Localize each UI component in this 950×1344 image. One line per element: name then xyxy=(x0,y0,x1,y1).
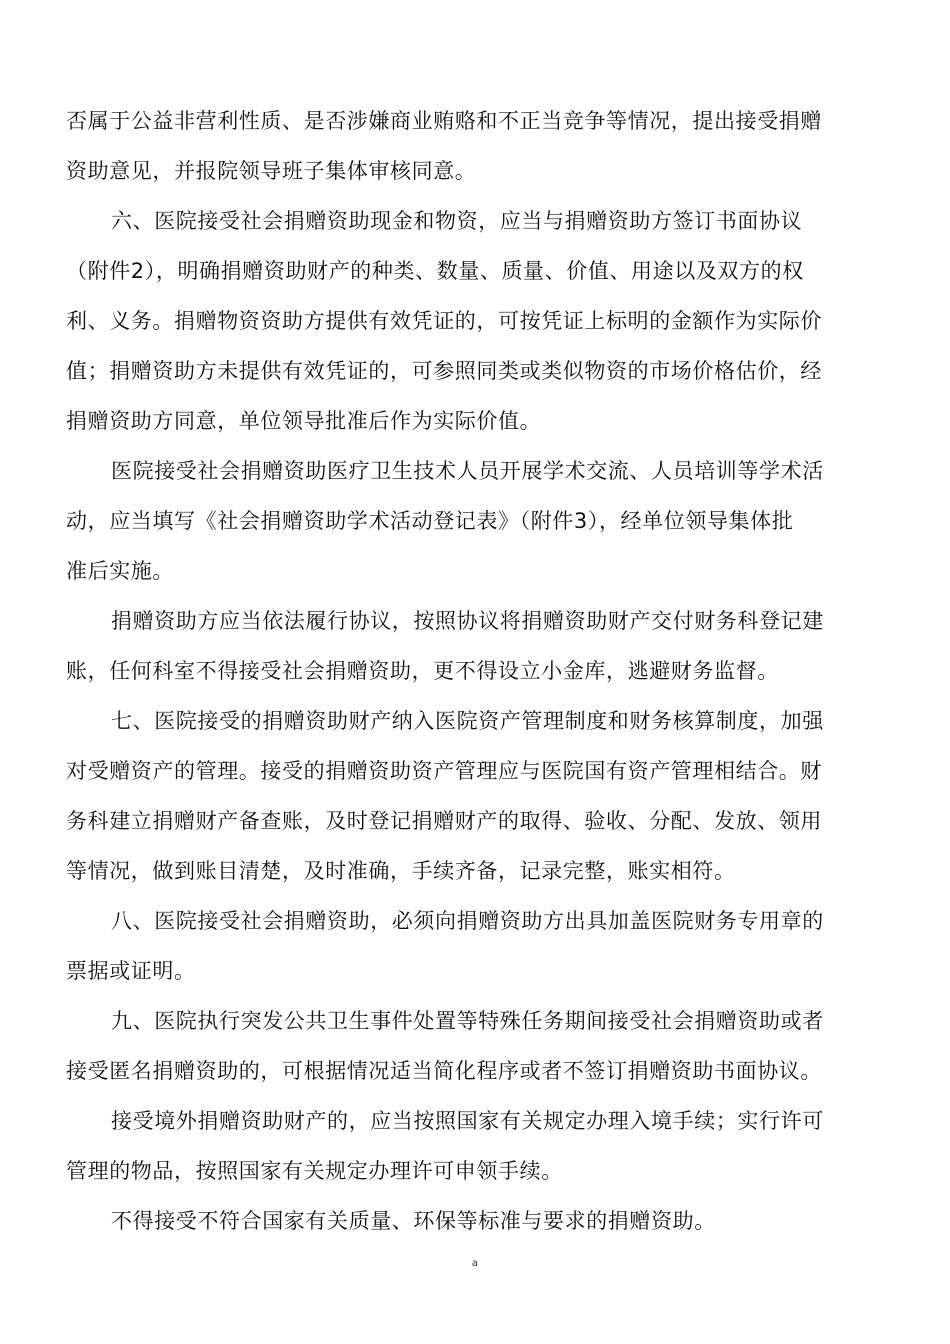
page-marker: a xyxy=(471,1258,479,1269)
text-line: 动，应当填写《社会捐赠资助学术活动登记表》（附件3），经单位领导集体批 xyxy=(66,509,794,533)
text-line: （附件2），明确捐赠资助财产的种类、数量、质量、价值、用途以及双方的权 xyxy=(66,259,804,283)
text-line: 医院接受社会捐赠资助医疗卫生技术人员开展学术交流、人员培训等学术活 xyxy=(111,459,824,483)
text-line: 准后实施。 xyxy=(66,559,174,583)
text-line: 九、医院执行突发公共卫生事件处置等特殊任务期间接受社会捐赠资助或者 xyxy=(111,1009,824,1033)
text-line: 对受赠资产的管理。接受的捐赠资助资产管理应与医院国有资产管理相结合。财 xyxy=(66,759,822,783)
text-line: 八、医院接受社会捐赠资助，必须向捐赠资助方出具加盖医院财务专用章的 xyxy=(111,909,824,933)
text-line: 利、义务。捐赠物资资助方提供有效凭证的，可按凭证上标明的金额作为实际价 xyxy=(66,309,822,333)
text-line: 不得接受不符合国家有关质量、环保等标准与要求的捐赠资助。 xyxy=(111,1209,716,1233)
text-line: 等情况，做到账目清楚，及时准确，手续齐备，记录完整，账实相符。 xyxy=(66,859,736,883)
text-line: 七、医院接受的捐赠资助财产纳入医院资产管理制度和财务核算制度，加强 xyxy=(111,709,824,733)
text-line: 接受境外捐赠资助财产的，应当按照国家有关规定办理入境手续；实行许可 xyxy=(111,1109,824,1133)
text-line: 六、医院接受社会捐赠资助现金和物资，应当与捐赠资助方签订书面协议 xyxy=(111,209,803,233)
text-line: 捐赠资助方同意，单位领导批准后作为实际价值。 xyxy=(66,409,542,433)
text-line: 资助意见，并报院领导班子集体审核同意。 xyxy=(66,159,477,183)
text-line: 捐赠资助方应当依法履行协议，按照协议将捐赠资助财产交付财务科登记建 xyxy=(111,609,824,633)
text-line: 接受匿名捐赠资助的，可根据情况适当简化程序或者不签订捐赠资助书面协议。 xyxy=(66,1059,822,1083)
text-line: 票据或证明。 xyxy=(66,959,196,983)
text-line: 否属于公益非营利性质、是否涉嫌商业贿赂和不正当竞争等情况，提出接受捐赠 xyxy=(66,109,822,133)
text-line: 值；捐赠资助方未提供有效凭证的，可参照同类或类似物资的市场价格估价，经 xyxy=(66,359,822,383)
text-line: 管理的物品，按照国家有关规定办理许可申领手续。 xyxy=(66,1159,563,1183)
text-line: 账，任何科室不得接受社会捐赠资助，更不得设立小金库，逃避财务监督。 xyxy=(66,659,779,683)
text-line: 务科建立捐赠财产备查账，及时登记捐赠财产的取得、验收、分配、发放、领用 xyxy=(66,809,822,833)
